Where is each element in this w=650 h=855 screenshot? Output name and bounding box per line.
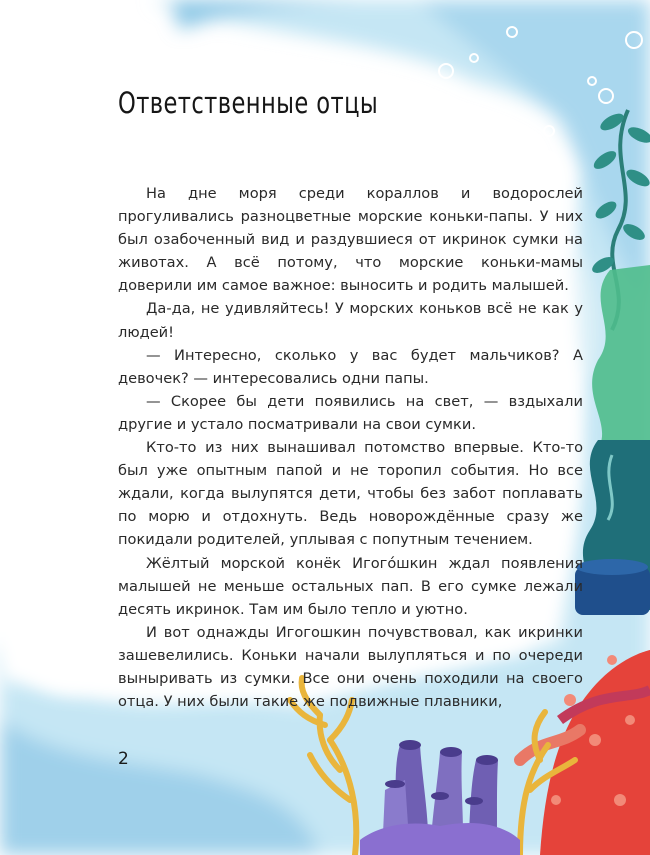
page-number: 2 [118,749,129,769]
paragraph: — Интересно, сколько у вас будет мальчиков? А девочек? — интересовались одни папы. [118,346,583,387]
paragraph: И вот однажды Игогошкин почувствовал, как икринки зашевелились. Коньки начали вылупляться и по очереди выныривать из сумки. Все они очень походили на своего отца. У них были такие же подвижные плавники, [118,623,583,711]
chapter-title: Ответственные отцы [118,86,379,120]
story-text [118,182,583,713]
paragraph: — Скорее бы дети появились на свет, — вздыхали другие и устало посматривали на свои сумки. [118,392,583,433]
paragraph: Да-да, не удивляйтесь! У морских коньков всё не как у людей! [118,300,583,341]
paragraph: На дне моря среди кораллов и водорослей прогуливались разноцветные морские коньки-папы. У них был озабоченный вид и раздувшиеся от икринок сумки на животах. А всё потому, что морские коньки-мамы доверили им самое важное: выносить и родить малышей. [118,185,583,295]
paragraph: Жёлтый морской конёк Игого́шкин ждал появления малышей не меньше остальных пап. В его сумке лежали десять икринок. Там им было тепло и уютно. [118,554,583,618]
paragraph: Кто-то из них вынашивал потомство впервые. Кто-то был уже опытным папой и не торопил события. Но все ждали, когда вылупятся дети, чтобы без забот поплавать по морю и отдохнуть. Ведь новорождённые сразу же покидали родителей, уплывая с попутным течением. [118,439,583,549]
